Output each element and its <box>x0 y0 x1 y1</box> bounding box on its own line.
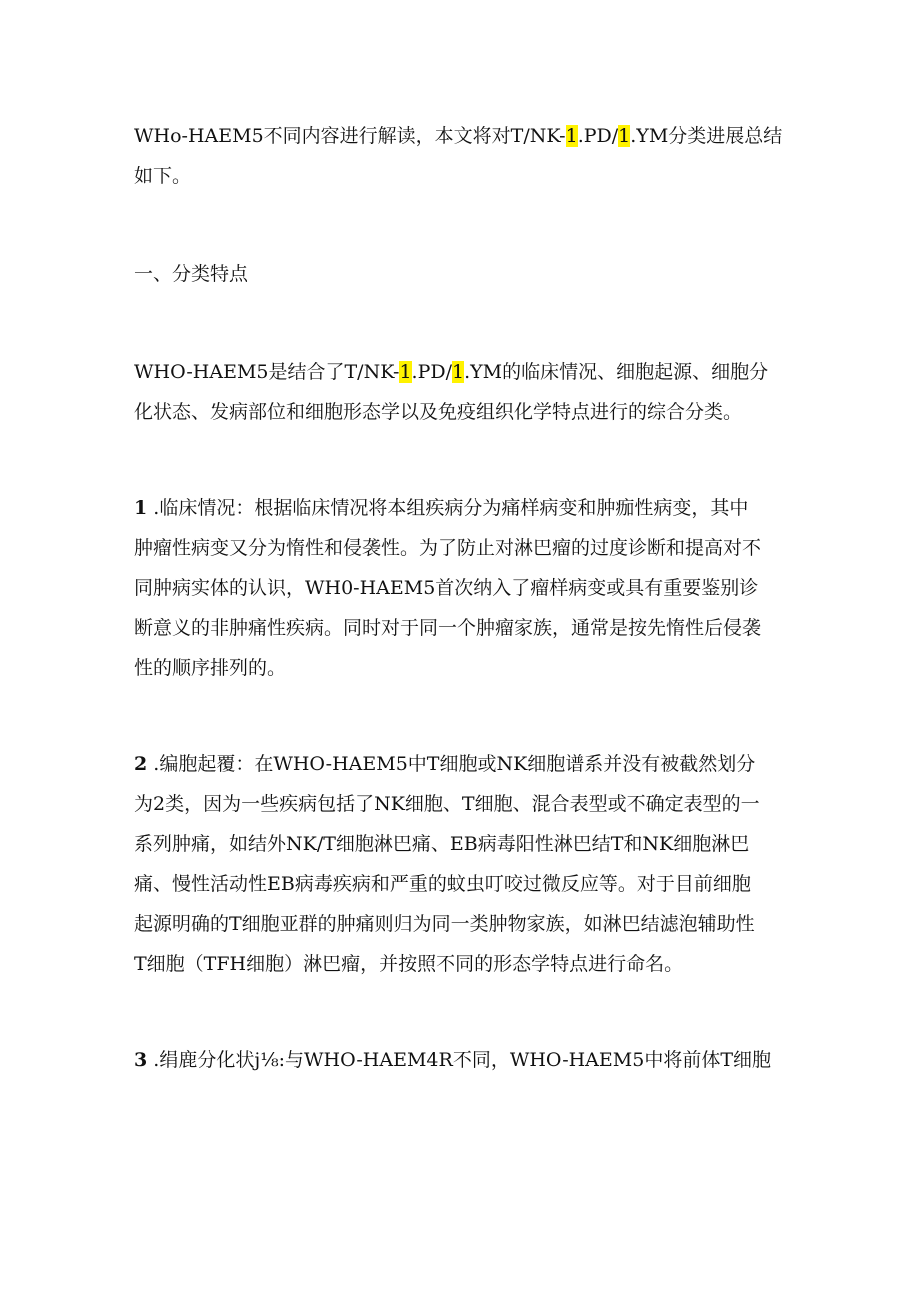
item-number: 3 <box>134 1049 148 1071</box>
spacer <box>134 196 794 254</box>
spacer <box>134 294 794 352</box>
summary-text: WHO-HAEM5是结合了T/NK- <box>134 361 400 383</box>
item1-line-3: 同肿病实体的认识，WH0-HAEM5首次纳入了瘤样病变或具有重要鉴别诊 <box>134 577 759 599</box>
item2-line-1 <box>134 744 794 784</box>
section-heading: 一、分类特点 <box>134 263 249 285</box>
item2-line-2: 为2类，因为一些疾病包括了NK细胞、T细胞、混合表型或不确定表型的一 <box>134 793 760 815</box>
summary-text: .PD/ <box>411 361 452 383</box>
summary-text: .YM的临床情况、细胞起源、细胞分 <box>464 361 769 383</box>
highlight-mark: 1 <box>399 361 412 383</box>
highlight-mark: 1 <box>452 361 465 383</box>
item2-line-6: T细胞（TFH细胞）淋巴瘤，并按照不同的形态学特点进行命名。 <box>134 953 684 975</box>
item-number: 1 <box>134 497 148 519</box>
item3-line-1 <box>134 1040 794 1080</box>
item2-line-4: 痛、慢性活动性EB病毒疾病和严重的蚊虫叮咬过微反应等。对于目前细胞 <box>134 873 751 895</box>
summary-line-1 <box>134 352 794 392</box>
item1-line-2: 肿瘤性病变又分为惰性和侵袭性。为了防止对淋巴瘤的过度诊断和提高对不 <box>134 537 762 559</box>
item2-line-3: 系列肿痛，如结外NK/T细胞淋巴痛、EB病毒阳性淋巴结T和NK细胞淋巴 <box>134 833 750 855</box>
item2-line-5: 起源明确的T细胞亚群的肿痛则归为同一类肿物家族，如淋巴结滤泡辅助性 <box>134 913 755 935</box>
intro-text: .PD/ <box>577 125 619 147</box>
highlight-mark: 1 <box>618 125 631 147</box>
summary-line-2: 化状态、发病部位和细胞形态学以及免疫组织化学特点进行的综合分类。 <box>134 401 743 423</box>
intro-line-1 <box>134 116 794 156</box>
highlight-mark: 1 <box>565 125 578 147</box>
spacer <box>134 432 794 488</box>
document-page <box>134 116 794 1080</box>
item1-line-4: 断意义的非肿痛性疾病。同时对于同一个肿瘤家族，通常是按先惰性后侵袭 <box>134 617 762 639</box>
item-number: 2 <box>134 753 148 775</box>
item1-line-5: 性的顺序排列的。 <box>134 657 287 679</box>
spacer <box>134 984 794 1040</box>
intro-text: .YM分类进展总结 <box>630 125 783 147</box>
item-text: .绢鹿分化状j⅛:与WHO-HAEM4R不同，WHO-HAEM5中将前体T细胞 <box>147 1049 771 1071</box>
item-text: .临床情况：根据临床情况将本组疾病分为痛样病变和肿痂性病变，其中 <box>147 497 749 519</box>
item-text: .编胞起覆：在WHO-HAEM5中T细胞或NK细胞谱系并没有被截然划分 <box>147 753 756 775</box>
item1-line-1 <box>134 488 794 528</box>
spacer <box>134 688 794 744</box>
intro-line-2: 如下。 <box>134 165 192 187</box>
intro-text: WHo-HAEM5不同内容进行解读，本文将对T/NK- <box>134 125 566 147</box>
